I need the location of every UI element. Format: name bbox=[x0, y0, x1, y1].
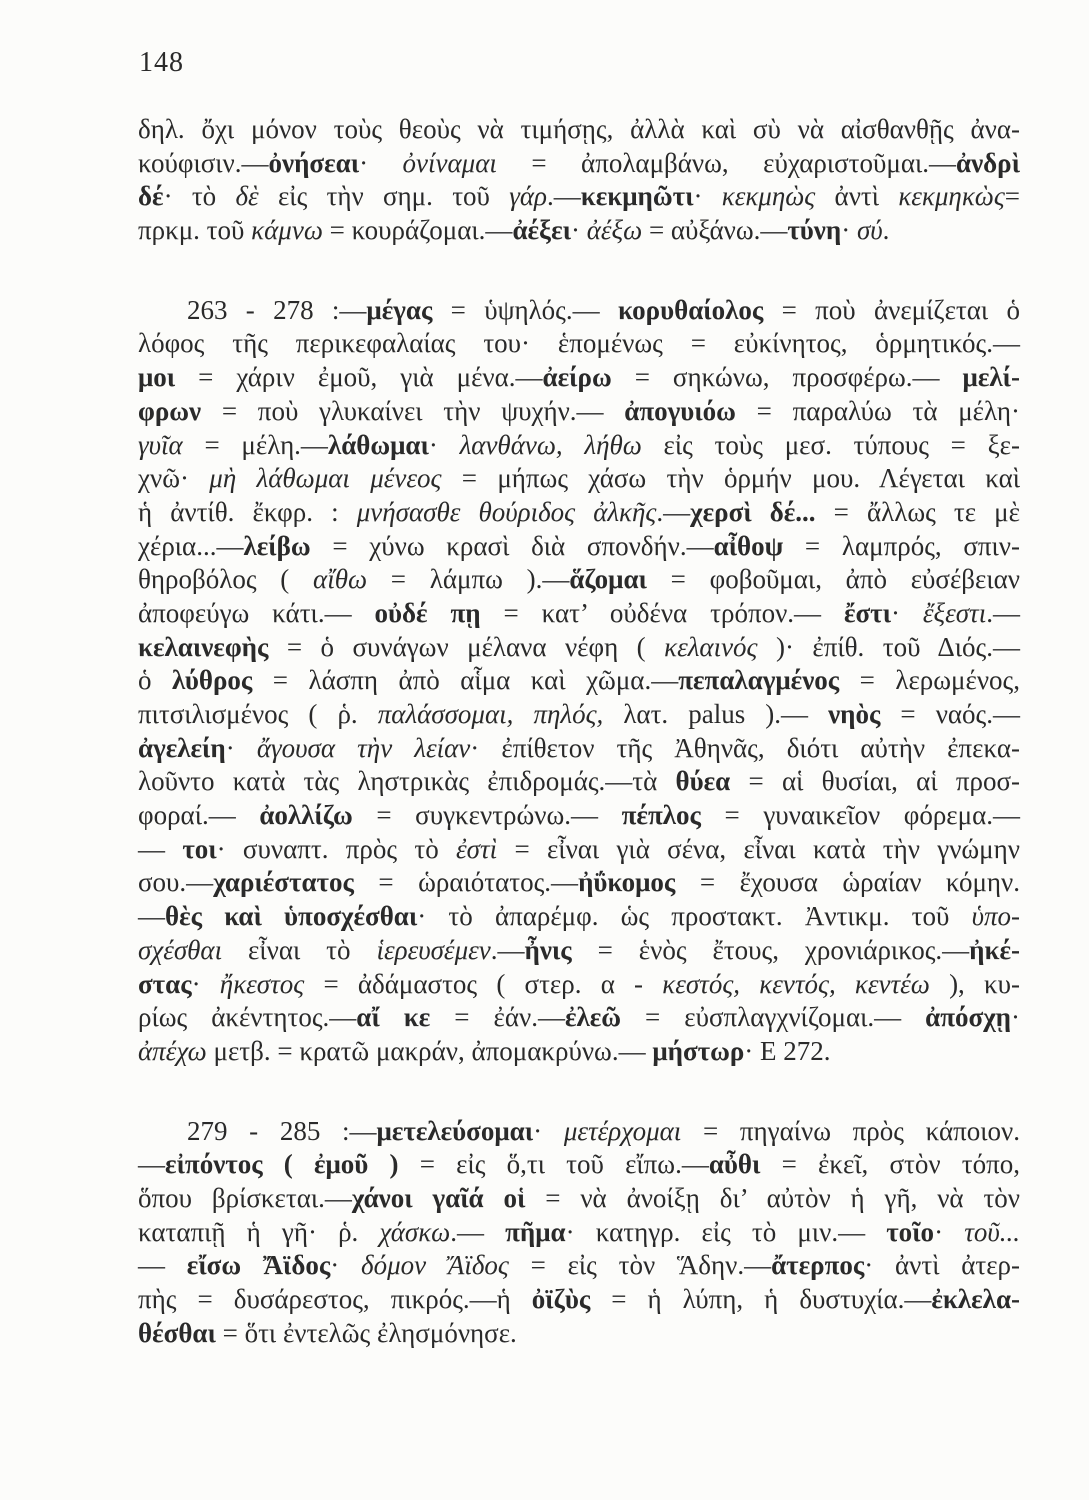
headword: κεκμηῶτι bbox=[580, 181, 694, 212]
text-line bbox=[138, 1216, 1020, 1250]
gloss-text: ρίως ἀκέντητος.— bbox=[138, 1002, 357, 1033]
gloss-text: = ὡραιότατος.— bbox=[353, 867, 579, 898]
text-line bbox=[138, 1148, 1020, 1182]
italic-form: ἔξεστι bbox=[922, 597, 987, 628]
gloss-text: = ἔχουσα ὡραίαν κόμην. bbox=[675, 867, 1021, 898]
gloss-text: · bbox=[191, 968, 220, 999]
text-line bbox=[138, 429, 1020, 463]
gloss-text: ὁ bbox=[138, 665, 172, 696]
text-line bbox=[138, 597, 1020, 631]
headword: χερσὶ δέ... bbox=[690, 496, 816, 527]
text-line bbox=[138, 799, 1020, 833]
gloss-text: = νὰ ἀνοίξῃ δι’ αὐτὸν ἡ γῆ, νὰ τὸν bbox=[525, 1182, 1020, 1213]
gloss-text: .— bbox=[450, 1216, 506, 1247]
italic-form: ἤκεστος bbox=[219, 968, 305, 999]
text-line bbox=[138, 530, 1020, 564]
italic-form: δὲ bbox=[235, 181, 259, 212]
text-line bbox=[138, 113, 1020, 147]
headword: τύνη bbox=[787, 215, 842, 246]
headword: κορυθαίολος bbox=[617, 294, 764, 325]
gloss-text: κούφισιν.— bbox=[138, 147, 269, 178]
text-line bbox=[138, 664, 1020, 698]
italic-form: μὴ λάθωμαι μένεος bbox=[209, 463, 442, 494]
gloss-text: = παραλύω τὰ μέλη· bbox=[735, 395, 1020, 426]
headword: ἠΰκομος bbox=[578, 867, 676, 898]
italic-form: ἄγουσα τὴν λείαν bbox=[256, 732, 471, 763]
text-line bbox=[138, 866, 1020, 900]
gloss-text: = ὑψηλός.— bbox=[432, 294, 618, 325]
gloss-text: · bbox=[428, 429, 460, 460]
gloss-text: 263 - 278 :— bbox=[187, 294, 367, 325]
headword: ἀγελείη bbox=[138, 732, 226, 763]
text-line bbox=[138, 327, 1020, 361]
headword: δέ bbox=[138, 181, 164, 212]
gloss-text: .— bbox=[986, 597, 1020, 628]
gloss-text: · bbox=[841, 215, 857, 246]
headword: ὀϊζὺς bbox=[531, 1284, 591, 1314]
gloss-text: = ποὺ ἀνεμίζεται ὁ bbox=[763, 294, 1020, 325]
gloss-text: . bbox=[882, 215, 890, 246]
page-number: 148 bbox=[139, 47, 184, 78]
gloss-text: = χύνω κρασὶ διὰ σπονδήν.— bbox=[310, 530, 714, 561]
gloss-text: = εὐσπλαγχνίζομαι.— bbox=[621, 1002, 926, 1033]
gloss-text: καταπιῇ ἡ γῆ· ῥ. bbox=[138, 1216, 380, 1247]
gloss-text: εἰς τὴν σημ. τοῦ bbox=[258, 181, 510, 212]
headword: τοῖο bbox=[886, 1216, 935, 1247]
italic-form: δόμον Ἄϊδος bbox=[361, 1250, 509, 1281]
gloss-text: = ἐκεῖ, στὸν τόπο, bbox=[760, 1149, 1021, 1180]
gloss-text: δηλ. ὄχι μόνον τοὺς θεοὺς νὰ τιμήσῃς, ἀλλὰ καὶ σὺ νὰ αἰσθανθῇς ἀνα- bbox=[138, 114, 1020, 144]
italic-form: σύ bbox=[856, 215, 883, 246]
gloss-text: εἶναι τὸ bbox=[222, 934, 377, 965]
text-line bbox=[138, 833, 1020, 867]
gloss-text: = λάμπω ).— bbox=[367, 564, 570, 595]
headword: ἠκέ- bbox=[969, 934, 1021, 965]
headword: πῆμα bbox=[505, 1216, 566, 1247]
gloss-text: · bbox=[225, 732, 257, 763]
gloss-text: · bbox=[571, 215, 587, 246]
italic-form: τοῦ... bbox=[964, 1216, 1020, 1247]
gloss-text: = εἶναι γιὰ σένα, εἶναι κατὰ τὴν γνώμην bbox=[497, 833, 1020, 864]
gloss-text: = λάσπη ἀπὸ αἷμα καὶ χῶμα.— bbox=[252, 665, 679, 696]
italic-form: γυῖα bbox=[138, 429, 183, 460]
gloss-text: — bbox=[138, 1250, 187, 1281]
gloss-text: ), κυ- bbox=[929, 968, 1020, 999]
gloss-text: · Ε 272. bbox=[744, 1035, 831, 1066]
headword: ἔστι bbox=[843, 597, 891, 628]
headword: πεπαλαγμένος bbox=[678, 665, 840, 696]
gloss-text: = ναός.— bbox=[880, 699, 1020, 729]
gloss-text: )· ἐπίθ. τοῦ Διός.— bbox=[757, 631, 1021, 662]
headword: ἐκλελα- bbox=[931, 1284, 1021, 1314]
italic-form: ἀπέχω bbox=[138, 1035, 207, 1066]
gloss-text: .— bbox=[546, 181, 581, 212]
text-line bbox=[138, 968, 1020, 1002]
headword: μοι bbox=[138, 362, 176, 393]
commentary-text bbox=[138, 113, 1020, 1350]
headword: ἀείρω bbox=[542, 362, 612, 393]
gloss-text: εἰς τοὺς μεσ. τύπους = ξε- bbox=[641, 429, 1020, 460]
gloss-text: = λερωμένος, bbox=[839, 665, 1020, 696]
italic-form: μνήσασθε θούριδος ἀλκῆς bbox=[356, 496, 657, 527]
italic-form: χάσκω bbox=[379, 1216, 451, 1247]
text-line bbox=[138, 900, 1020, 934]
gloss-text: · συναπτ. πρὸς τὸ bbox=[216, 833, 457, 864]
headword: ἐλεῶ bbox=[564, 1002, 622, 1033]
italic-form: παλάσσομαι, πηλός, bbox=[377, 699, 604, 729]
gloss-text: = ἡ λύπη, ἡ δυστυχία.— bbox=[590, 1284, 932, 1314]
gloss-text: = χάριν ἐμοῦ, γιὰ μένα.— bbox=[175, 362, 543, 393]
gloss-text: = bbox=[1004, 181, 1021, 212]
gloss-text: — bbox=[138, 901, 165, 932]
text-line bbox=[138, 1035, 1020, 1069]
text-line bbox=[138, 1317, 1020, 1351]
headword: θύεα bbox=[675, 766, 731, 797]
gloss-text: μετβ. = κρατῶ μακράν, ἀπομακρύνω.— bbox=[206, 1035, 653, 1066]
headword: ὀνήσεαι bbox=[268, 147, 360, 178]
gloss-text: χνῶ· bbox=[138, 463, 210, 494]
text-line bbox=[138, 698, 1020, 732]
headword: αἴ κε bbox=[356, 1002, 431, 1033]
headword: αἶθοψ bbox=[713, 530, 784, 561]
text-line bbox=[138, 462, 1020, 496]
headword: ἀολλίζω bbox=[259, 800, 353, 831]
headword: στας bbox=[138, 968, 192, 999]
gloss-text: = κατ’ οὐδένα τρόπον.— bbox=[480, 597, 844, 628]
headword: μετελεύσομαι bbox=[376, 1115, 534, 1146]
headword: θέσθαι bbox=[138, 1317, 216, 1348]
gloss-text: · ἀντὶ ἀτερ- bbox=[864, 1250, 1021, 1281]
text-line bbox=[138, 1001, 1020, 1035]
headword: λείβω bbox=[243, 530, 311, 561]
italic-form: κάμνω bbox=[251, 215, 323, 246]
headword: εἰπόντος ( ἐμοῦ ) bbox=[165, 1149, 399, 1180]
gloss-text: λοῦντο κατὰ τὰς ληστρικὰς ἐπιδρομάς.—τὰ bbox=[138, 766, 676, 797]
gloss-text: · bbox=[533, 1115, 564, 1146]
gloss-text: = ἀδάμαστος ( στερ. α - bbox=[304, 968, 663, 999]
gloss-text: · τὸ ἀπαρέμφ. ὡς προστακτ. Ἀντικμ. τοῦ bbox=[417, 901, 972, 932]
italic-form: κεκμηὼς bbox=[721, 181, 816, 212]
text-line bbox=[138, 147, 1020, 181]
gloss-text: λατ. palus ).— bbox=[603, 699, 829, 729]
headword: λύθρος bbox=[171, 665, 253, 696]
gloss-text: · bbox=[891, 597, 923, 628]
italic-form: ἐστὶ bbox=[456, 833, 498, 864]
gloss-text: = σηκώνω, προσφέρω.— bbox=[611, 362, 963, 393]
gloss-text: · ἐπίθετον τῆς Ἀθηνᾶς, διότι αὐτὴν ἐπεκα- bbox=[470, 732, 1020, 763]
gloss-text: λόφος τῆς περικεφαλαίας του· ἑπομένως = εὐκίνητος, ὁρμητικός.— bbox=[138, 328, 1020, 359]
gloss-text: — bbox=[138, 833, 183, 864]
gloss-text: 279 - 285 :— bbox=[187, 1115, 377, 1146]
gloss-text: — bbox=[138, 1149, 165, 1180]
gloss-text: ἀποφεύγω κάτι.— bbox=[138, 597, 375, 628]
text-line bbox=[138, 563, 1020, 597]
headword: λάθωμαι bbox=[327, 429, 429, 460]
headword: πέπλος bbox=[621, 800, 701, 831]
text-line bbox=[138, 395, 1020, 429]
headword: μελί- bbox=[962, 362, 1020, 393]
gloss-text: θηροβόλος ( bbox=[138, 564, 314, 595]
headword: ἀέξει bbox=[512, 215, 571, 246]
gloss-text: = ὅτι ἐντελῶς ἐλησμόνησε. bbox=[215, 1317, 517, 1348]
italic-form: κεστός, κεντός, κεντέω bbox=[662, 968, 930, 999]
italic-form: μετέρχομαι bbox=[563, 1115, 682, 1146]
paragraph bbox=[138, 113, 1020, 248]
gloss-text: = λαμπρός, σπιν- bbox=[783, 530, 1020, 561]
gloss-text: ὅπου βρίσκεται.— bbox=[138, 1182, 352, 1213]
gloss-text: = μέλη.— bbox=[182, 429, 328, 460]
gloss-text: = ὁ συνάγων μέλανα νέφη ( bbox=[268, 631, 665, 662]
text-line bbox=[138, 361, 1020, 395]
italic-form: ἱερευσέμεν bbox=[376, 934, 491, 965]
headword: χάνοι γαῖά οἱ bbox=[351, 1182, 526, 1213]
italic-form: λανθάνω, λήθω bbox=[459, 429, 642, 460]
gloss-text: = αὐξάνω.— bbox=[642, 215, 788, 246]
gloss-text: .— bbox=[490, 934, 525, 965]
gloss-text: ἡ ἀντίθ. ἔκφρ. : bbox=[138, 496, 357, 527]
text-line bbox=[138, 180, 1020, 214]
gloss-text: · bbox=[330, 1250, 362, 1281]
italic-form: ὑπο- bbox=[971, 901, 1020, 932]
gloss-text: = κουράζομαι.— bbox=[322, 215, 513, 246]
text-line bbox=[138, 1249, 1020, 1283]
gloss-text: χέρια...— bbox=[138, 530, 244, 561]
headword: χαριέστατος bbox=[213, 867, 354, 898]
headword: ἅζομαι bbox=[569, 564, 647, 595]
headword: μήστωρ bbox=[652, 1035, 745, 1066]
gloss-text: .— bbox=[656, 496, 691, 527]
gloss-text: = ἄλλως τε μὲ bbox=[815, 496, 1020, 527]
gloss-text: · bbox=[359, 147, 403, 178]
headword: ἀπόσχῃ bbox=[925, 1002, 1012, 1033]
headword: κελαινεφὴς bbox=[138, 631, 269, 662]
gloss-text: = ἀπολαμβάνω, εὐχαριστοῦμαι.— bbox=[496, 147, 957, 178]
text-line bbox=[138, 765, 1020, 799]
text-line bbox=[138, 214, 1020, 248]
italic-form: κεκμηκὼς bbox=[898, 181, 1005, 212]
gloss-text: = πηγαίνω πρὸς κάποιον. bbox=[681, 1115, 1021, 1146]
text-line bbox=[138, 1283, 1020, 1317]
paragraph bbox=[138, 1115, 1020, 1351]
headword: εἴσω Ἄϊδος bbox=[186, 1250, 331, 1281]
gloss-text: = συγκεντρώνω.— bbox=[352, 800, 622, 831]
text-line bbox=[138, 1115, 1020, 1149]
gloss-text: = ἑνὸς ἔτους, χρονιάρικος.— bbox=[571, 934, 970, 965]
gloss-text: · bbox=[934, 1216, 965, 1247]
headword: ἦνις bbox=[524, 934, 572, 965]
gloss-text: · κατηγρ. εἰς τὸ μιν.— bbox=[565, 1216, 887, 1247]
headword: αὖθι bbox=[708, 1149, 761, 1180]
gloss-text: = ἐάν.— bbox=[430, 1002, 565, 1033]
headword: ἄτερπος bbox=[771, 1250, 865, 1281]
gloss-text: = εἰς ὅ,τι τοῦ εἴπω.— bbox=[398, 1149, 709, 1180]
text-line bbox=[138, 294, 1020, 328]
gloss-text: πιτσιλισμένος ( ῥ. bbox=[138, 699, 378, 729]
gloss-text: · τὸ bbox=[163, 181, 236, 212]
gloss-text: ἀντὶ bbox=[815, 181, 899, 212]
gloss-text: σου.— bbox=[138, 867, 214, 898]
italic-form: κελαινός bbox=[664, 631, 758, 662]
headword: νηὸς bbox=[828, 699, 881, 729]
headword: φρων bbox=[138, 395, 202, 426]
text-line bbox=[138, 496, 1020, 530]
text-line bbox=[138, 1182, 1020, 1216]
gloss-text: · bbox=[693, 181, 722, 212]
gloss-text: = φοβοῦμαι, ἀπὸ εὐσέβειαν bbox=[646, 564, 1020, 595]
gloss-text: = γυναικεῖον φόρεμα.— bbox=[700, 800, 1021, 831]
headword: ἀπογυιόω bbox=[624, 395, 736, 426]
text-line bbox=[138, 631, 1020, 665]
gloss-text: πὴς = δυσάρεστος, πικρός.—ἡ bbox=[138, 1284, 532, 1314]
italic-form: γάρ bbox=[509, 181, 547, 212]
italic-form: ὀνίναμαι bbox=[402, 147, 497, 178]
headword: οὐδέ πῃ bbox=[374, 597, 481, 628]
gloss-text: · bbox=[1011, 1002, 1021, 1033]
text-line bbox=[138, 732, 1020, 766]
text-line bbox=[138, 934, 1020, 968]
gloss-text: = ποὺ γλυκαίνει τὴν ψυχήν.— bbox=[201, 395, 625, 426]
headword: θὲς καὶ ὑποσχέσθαι bbox=[165, 901, 418, 932]
italic-form: σχέσθαι bbox=[138, 934, 223, 965]
headword: μέγας bbox=[366, 294, 433, 325]
italic-form: αἴθω bbox=[313, 564, 368, 595]
headword: τοι bbox=[182, 833, 217, 864]
paragraph bbox=[138, 294, 1020, 1069]
gloss-text: φοραί.— bbox=[138, 800, 260, 831]
gloss-text: = αἱ θυσίαι, αἱ προσ- bbox=[730, 766, 1020, 797]
italic-form: ἀέξω bbox=[586, 215, 643, 246]
gloss-text: = μήπως χάσω τὴν ὁρμήν μου. Λέγεται καὶ bbox=[441, 463, 1020, 494]
headword: ἀνδρὶ bbox=[956, 147, 1020, 178]
gloss-text: πρκμ. τοῦ bbox=[138, 215, 252, 246]
gloss-text: = εἰς τὸν Ἅδην.— bbox=[508, 1250, 772, 1281]
